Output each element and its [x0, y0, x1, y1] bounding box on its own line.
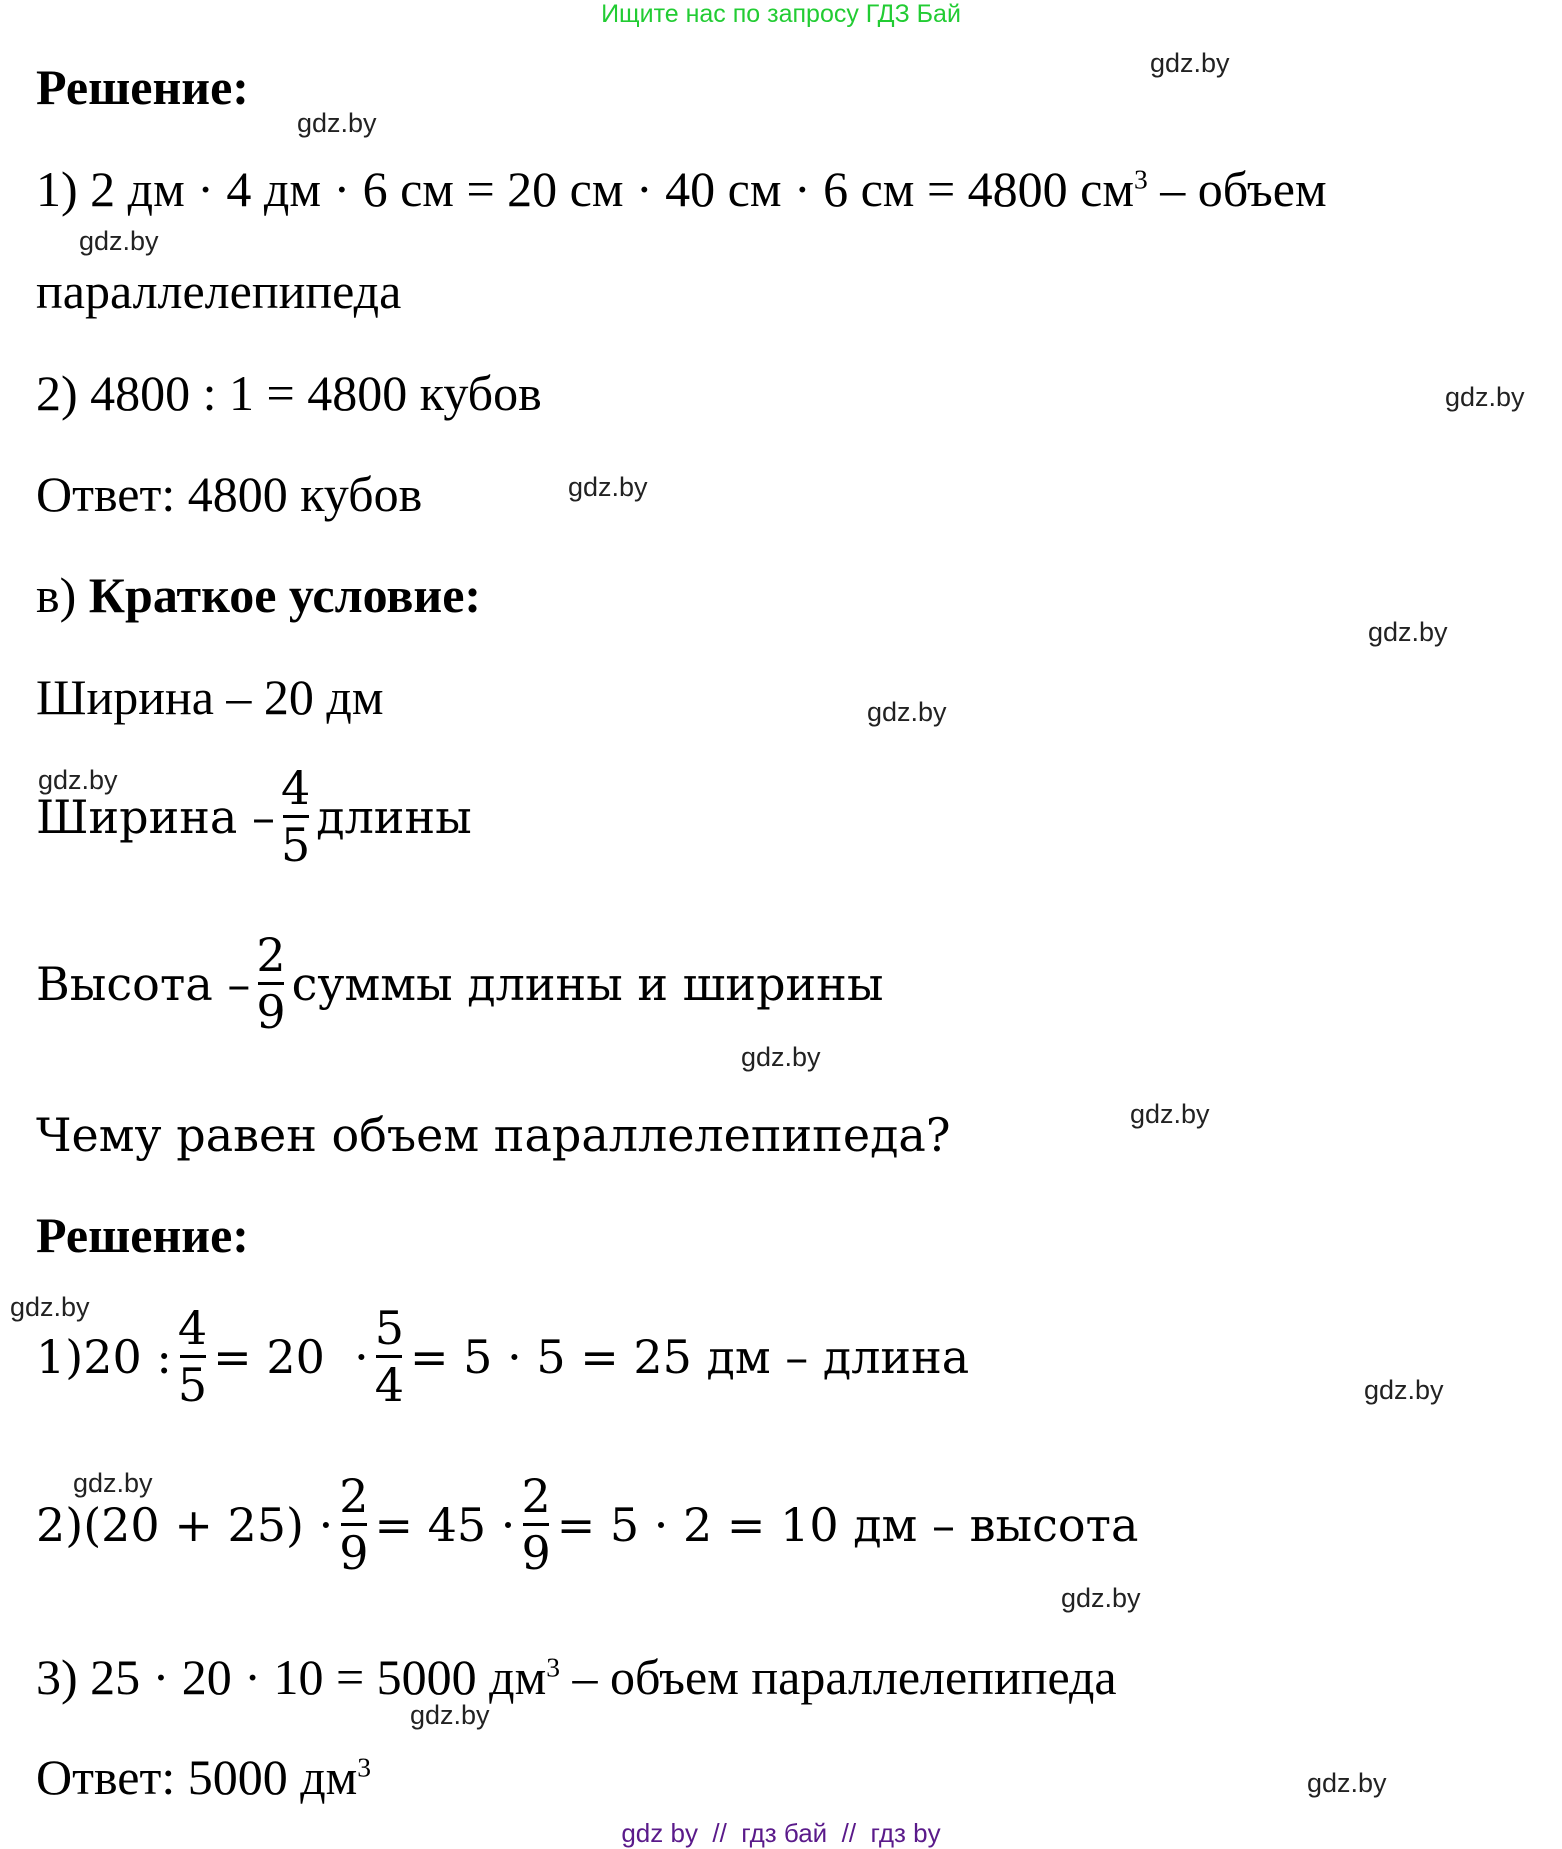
watermark-text: gdz.by: [73, 1468, 153, 1498]
section-b-heading: [36, 566, 481, 624]
fraction: [280, 761, 311, 872]
solution-b-step-3: [36, 1648, 1117, 1706]
exponent: 3: [357, 1751, 372, 1783]
watermark-text: gdz.by: [1445, 382, 1525, 412]
watermark-text: gdz.by: [1061, 1583, 1141, 1613]
watermark-text: gdz.by: [1307, 1768, 1387, 1798]
question: Чему равен объем параллелепипеда?: [36, 1108, 951, 1162]
denominator: 5: [177, 1358, 208, 1412]
denominator: 9: [256, 985, 286, 1039]
expr-part: = 45 ·: [374, 1497, 516, 1552]
answer-b: [36, 1748, 371, 1806]
watermark-text: gdz.by: [1368, 617, 1448, 647]
step-suffix: – объем параллелепипеда: [559, 1649, 1117, 1705]
watermark-text: gdz.by: [1130, 1099, 1210, 1129]
cond-suffix: длины: [316, 789, 472, 844]
footer-links[interactable]: gdz by // гдз бай // гдз by: [621, 1818, 941, 1848]
step-text: 3) 25 · 20 · 10 = 5000 дм: [36, 1649, 547, 1705]
exponent: 3: [546, 1651, 560, 1683]
fraction: [177, 1301, 208, 1412]
condition-height-fraction: [36, 928, 884, 1039]
denominator: 9: [339, 1526, 369, 1580]
exponent: 3: [1133, 163, 1148, 195]
solution-step-1-continued: параллелепипеда: [36, 263, 402, 319]
condition-width-fraction: [36, 761, 472, 872]
step-suffix: – объем: [1147, 161, 1327, 217]
numerator: 2: [256, 928, 286, 982]
expr-part: 2)(20 + 25) ·: [36, 1497, 334, 1552]
watermark-text: gdz.by: [10, 1292, 90, 1322]
fraction: [521, 1469, 551, 1580]
fraction: [256, 928, 286, 1039]
denominator: 9: [521, 1526, 551, 1580]
condition-width: Ширина – 20 дм: [36, 669, 384, 725]
denominator: 5: [280, 818, 311, 872]
watermark-text: gdz.by: [1364, 1375, 1444, 1405]
watermark-text: gdz.by: [38, 765, 118, 795]
denominator: 4: [374, 1358, 405, 1412]
numerator: 2: [521, 1469, 551, 1523]
step-text: 1) 2 дм · 4 дм · 6 см = 20 см · 40 см · 6 см = 4800 см: [36, 161, 1134, 217]
answer-a: Ответ: 4800 кубов: [36, 466, 423, 522]
numerator: 4: [280, 761, 311, 815]
expr-part: = 5 · 5 = 25 дм – длина: [410, 1329, 970, 1384]
solution-heading: Решение:: [36, 59, 249, 115]
numerator: 4: [177, 1301, 208, 1355]
section-label: в): [36, 567, 77, 623]
expr-part: = 20 ·: [213, 1329, 369, 1384]
numerator: 5: [374, 1301, 405, 1355]
cond-suffix: суммы длины и ширины: [291, 956, 884, 1011]
expr-part: 1)20 :: [36, 1329, 172, 1384]
watermark-text: gdz.by: [867, 697, 947, 727]
solution-step-1: [36, 160, 1327, 218]
cond-prefix: Ширина –: [36, 789, 275, 844]
watermark-text: gdz.by: [568, 472, 648, 502]
watermark-text: gdz.by: [741, 1042, 821, 1072]
fraction: [374, 1301, 405, 1412]
fraction: [339, 1469, 369, 1580]
answer-text: Ответ: 5000 дм: [36, 1749, 358, 1805]
search-hint-banner: Ищите нас по запросу ГДЗ Бай: [601, 0, 961, 28]
numerator: 2: [339, 1469, 369, 1523]
expr-part: = 5 · 2 = 10 дм – высота: [556, 1497, 1139, 1552]
solution-step-2: 2) 4800 : 1 = 4800 кубов: [36, 365, 542, 421]
solution-b-step-2: [36, 1469, 1139, 1580]
watermark-text: gdz.by: [79, 226, 159, 256]
solution-b-step-1: [36, 1301, 970, 1412]
solution-heading-2: Решение:: [36, 1207, 249, 1263]
watermark-text: gdz.by: [297, 108, 377, 138]
watermark-text: gdz.by: [410, 1700, 490, 1730]
cond-prefix: Высота –: [36, 956, 251, 1011]
short-condition-heading: Краткое условие:: [88, 567, 482, 623]
watermark-text: gdz.by: [1150, 48, 1230, 78]
